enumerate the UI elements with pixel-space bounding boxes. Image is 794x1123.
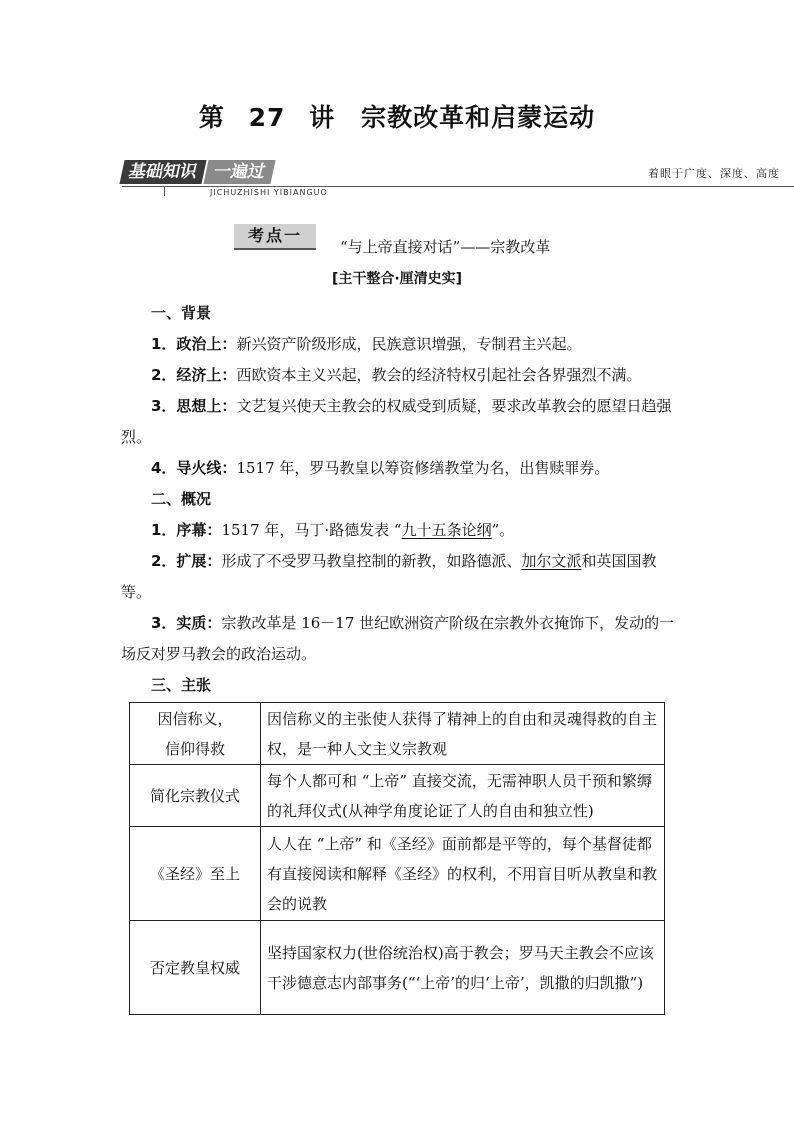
- table-value-cell: 每个人都可和 “上帝” 直接交流，无需神职人员干预和繁缛的礼拜仪式(从神学角度论证了人的自由和独立性): [261, 765, 665, 827]
- table-value-cell: 因信称义的主张使人获得了精神上的自由和灵魂得救的自主权，是一种人文主义宗教观: [261, 703, 665, 765]
- overview-item-1: 1．序幕：1517 年，马丁·路德发表 “九十五条论纲”。: [151, 521, 515, 539]
- table-key-cell: 因信称义， 信仰得救: [130, 703, 261, 765]
- banner-pinyin: JICHUZHISHI YIBIANGUO: [210, 188, 328, 197]
- table-value-cell: 坚持国家权力(世俗统治权)高于教会；罗马天主教会不应该干涉德意志内部事务(“‘上帝’的归‘上帝’，凯撒的归凯撒”): [261, 921, 665, 1015]
- section-banner: [122, 160, 273, 184]
- table-row: [130, 703, 665, 765]
- background-item-2: 2．经济上：西欧资本主义兴起，教会的经济特权引起社会各界强烈不满。: [151, 366, 642, 384]
- heading-overview: 二、概况: [151, 490, 212, 508]
- table-key-cell: 《圣经》至上: [130, 827, 261, 921]
- table-value-cell: 人人在 “上帝” 和《圣经》面前都是平等的，每个基督徒都有直接阅读和解释《圣经》的权利，不用盲目听从教皇和教会的说教: [261, 827, 665, 921]
- background-item-3: 3．思想上：文艺复兴使天主教会的权威受到质疑，要求改革教会的愿望日趋强烈。: [121, 397, 672, 446]
- overview-item-3: 3．实质：宗教改革是 16－17 世纪欧洲资产阶级在宗教外衣掩饰下，发动的一场反对罗马教会的政治运动。: [121, 614, 675, 663]
- table-key-cell: 简化宗教仪式: [130, 765, 261, 827]
- point-badge: 考点一: [234, 224, 316, 250]
- banner-basic-knowledge: 基础知识: [119, 160, 206, 184]
- table-key-cell: 否定教皇权威: [130, 921, 261, 1015]
- banner-once-through: 一遍过: [203, 160, 275, 184]
- table-row: [130, 827, 665, 921]
- table-row: [130, 921, 665, 1015]
- overview-item-2: 2．扩展：形成了不受罗马教皇控制的新教，如路德派、加尔文派和英国国教等。: [121, 552, 657, 601]
- banner-divider-tick: [164, 186, 165, 196]
- background-item-4: 4．导火线：1517 年，罗马教皇以筹资修缮教堂为名，出售赎罪券。: [151, 459, 610, 477]
- content-body: [121, 298, 681, 701]
- background-item-1: 1．政治上：新兴资产阶级形成，民族意识增强，专制君主兴起。: [151, 335, 582, 353]
- heading-claims: 三、主张: [151, 676, 212, 694]
- banner-right-note: 着眼于广度、深度、高度: [648, 167, 780, 180]
- banner-divider: [122, 186, 794, 187]
- table-row: [130, 765, 665, 827]
- point-subtitle: “与上帝直接对话”——宗教改革: [340, 238, 551, 256]
- link-95-theses[interactable]: 九十五条论纲: [401, 521, 492, 539]
- link-calvinism[interactable]: 加尔文派: [521, 552, 582, 570]
- claims-table: [129, 702, 665, 1015]
- page-title: 第 27 讲 宗教改革和启蒙运动: [198, 103, 596, 132]
- section-heading: [主干整合·厘清史实]: [331, 271, 463, 287]
- heading-background: 一、背景: [151, 304, 212, 322]
